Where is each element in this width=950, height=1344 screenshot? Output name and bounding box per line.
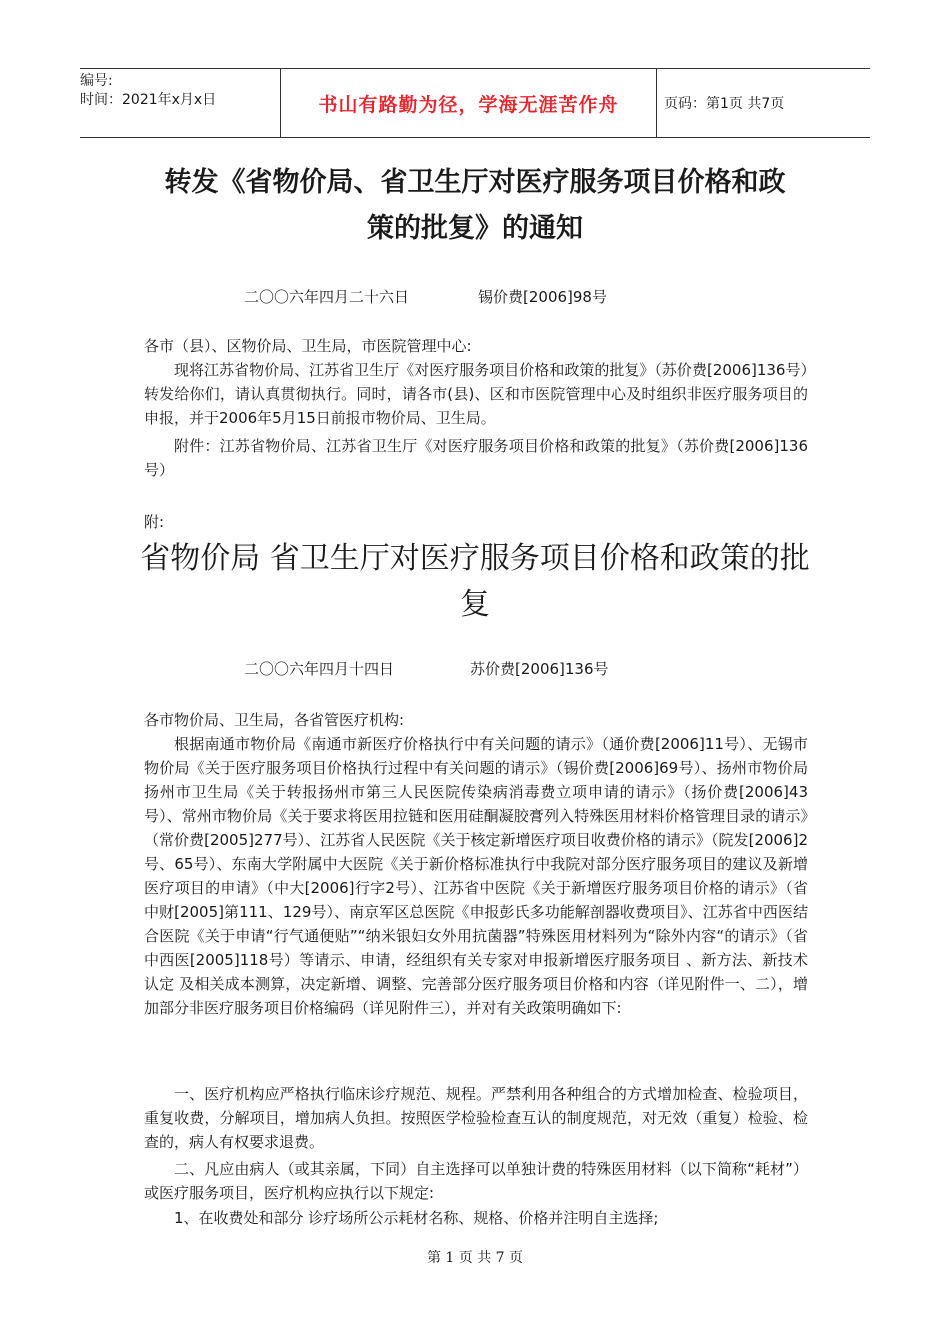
- notice-attachment: 附件：江苏省物价局、江苏省卫生厅《对医疗服务项目价格和政策的批复》（苏价费[2006]136号）: [144, 437, 808, 479]
- policy-item-2-1: 1、在收费处和部分 诊疗场所公示耗材名称、规格、价格并注明自主选择;: [174, 1209, 659, 1227]
- header-left-cell: [80, 69, 280, 137]
- number-label: 编号:: [80, 73, 113, 89]
- notice-body: 现将江苏省物价局、江苏省卫生厅《对医疗服务项目价格和政策的批复》（苏价费[2006]136号）转发给你们，请认真贯彻执行。同时，请各市(县)、区和市医院管理中心及时组织非医疗服务项目的申报，并于2006年5月15日前报市物价局、卫生局。: [144, 361, 808, 427]
- reply-recipients: 各市物价局、卫生局，各省管医疗机构:: [144, 711, 405, 729]
- notice-date: 二〇〇六年四月二十六日: [244, 288, 410, 306]
- page-info: 页码：第1页 共7页: [664, 96, 785, 112]
- notice-doc-number: 锡价费[2006]98号: [478, 288, 607, 306]
- reply-doc-number: 苏价费[2006]136号: [470, 660, 609, 678]
- header-table: [80, 68, 870, 138]
- notice-title: [100, 160, 850, 252]
- reply-title-line1: 省物价局 省卫生厅对医疗服务项目价格和政策的批: [140, 541, 810, 576]
- notice-recipients: 各市（县）、区物价局、卫生局，市医院管理中心:: [144, 337, 472, 355]
- reply-title: [120, 536, 830, 628]
- fu-label: 附:: [144, 513, 165, 531]
- reply-title-line2: 复: [460, 587, 490, 622]
- policy-item-2: 二、凡应由病人（或其亲属，下同）自主选择可以单独计费的特殊医用材料（以下简称“耗材”）或医疗服务项目，医疗机构应执行以下规定:: [144, 1160, 808, 1202]
- page-footer: 第 1 页 共 7 页: [426, 1250, 524, 1266]
- notice-title-line2: 策的批复》的通知: [367, 213, 583, 244]
- time-label: 时间：2021年x月x日: [80, 92, 217, 108]
- reply-date: 二〇〇六年四月十四日: [244, 660, 395, 678]
- notice-title-line1: 转发《省物价局、省卫生厅对医疗服务项目价格和政: [164, 167, 786, 198]
- policy-item-1: 一、医疗机构应严格执行临床诊疗规范、规程。严禁利用各种组合的方式增加检查、检验项目，重复收费，分解项目，增加病人负担。按照医学检验检查互认的制度规范，对无效（重复）检验、检查的，病人有权要求退费。: [144, 1085, 808, 1151]
- motto-text: 书山有路勤为径，学海无涯苦作舟: [318, 93, 619, 116]
- reply-body: 根据南通市物价局《南通市新医疗价格执行中有关问题的请示》（通价费[2006]11号）、无锡市物价局《关于医疗服务项目价格执行过程中有关问题的请示》（锡价费[2006]69号）、扬州市物价局 扬州市卫生局《关于转报扬州市第三人民医院传染病消毒费立项申请的请示》（扬价费[2006]43号）、常州市物价局《关于要求将医用拉链和医用硅酮凝胶膏列入特殊医用材料价格管理目录的请示》（常价费[2005]277号）、江苏省人民医院《关于核定新增医疗项目收费价格的请示》（院发[2006]2号、65号）、东南大学附属中大医院《关于新价格标准执行中我院对部分医疗服务项目的建议及新增医疗项目的申请》（中大[2006]行字2号）、江苏省中医院《关于新增医疗服务项目价格的请示》（省中财[2005]第111、129号）、南京军区总医院《申报彭氏多功能解剖器收费项目》、江苏省中西医结合医院《关于申请“行气通便贴”“纳米银妇女外用抗菌器”特殊医用材料列为“除外内容“的请示》（省中西医[2005]118号）等请示、申请，经组织有关专家对申报新增医疗服务项目 、新方法、新技术认定 及相关成本测算，决定新增、调整、完善部分医疗服务项目价格和内容（详见附件一、二），增加部分非医疗服务项目价格编码（详见附件三），并对有关政策明确如下:: [144, 735, 808, 1017]
- header-motto-cell: [280, 69, 657, 137]
